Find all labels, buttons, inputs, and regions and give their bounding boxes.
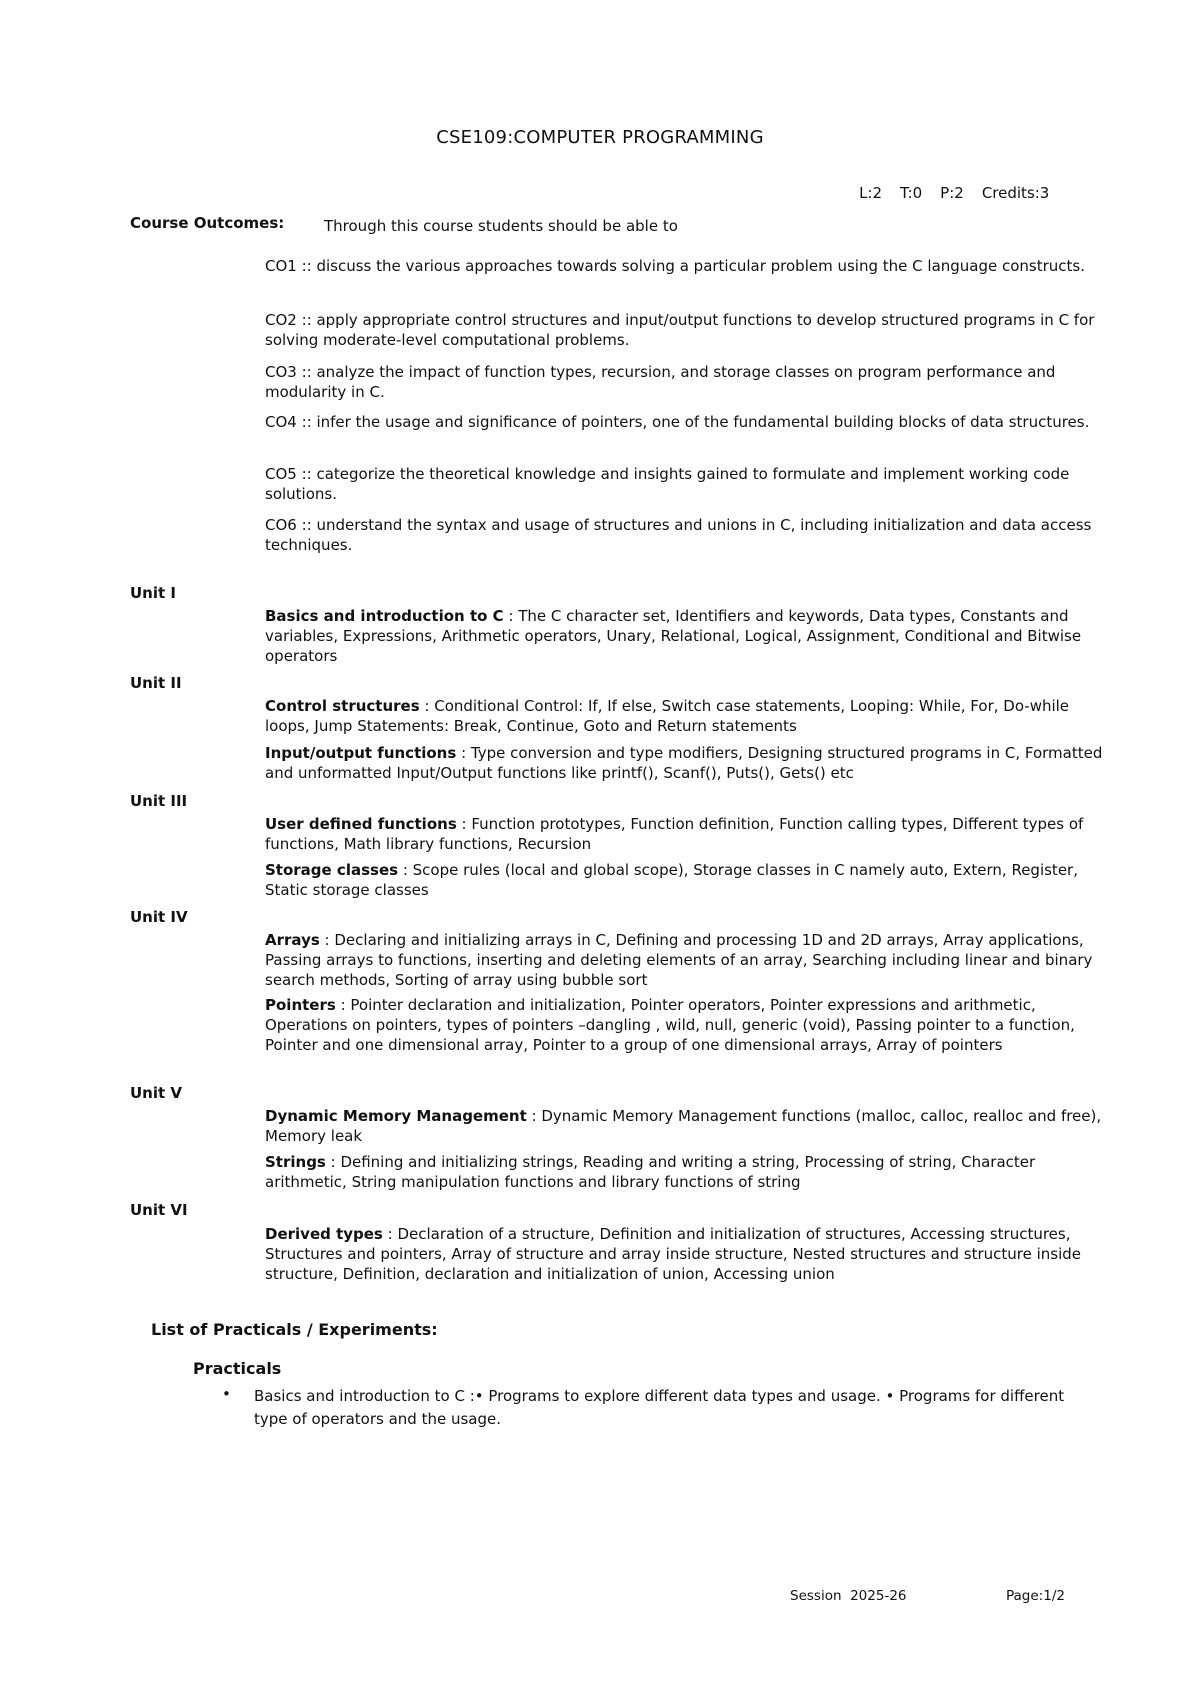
course-outcomes-heading: Course Outcomes: [130, 214, 285, 232]
bullet-icon: • [222, 1385, 231, 1403]
unit-topic [265, 860, 1115, 900]
course-outcome-6: CO6 :: understand the syntax and usage of structures and unions in C, including initialization and data access techniques. [265, 516, 1092, 554]
topic-text: : Scope rules (local and global scope), Storage classes in C namely auto, Extern, Register, Static storage classes [265, 861, 1078, 899]
footer-session: Session 2025-26 [790, 1588, 907, 1604]
topic-title: User defined functions [265, 815, 457, 833]
topic-title: Dynamic Memory Management [265, 1107, 527, 1125]
unit-topic [265, 1224, 1115, 1284]
topic-text: : Dynamic Memory Management functions (malloc, calloc, realloc and free), Memory leak [265, 1107, 1102, 1145]
course-outcome-3: CO3 :: analyze the impact of function types, recursion, and storage classes on program performance and modularity in C. [265, 363, 1056, 401]
unit-topic [265, 814, 1115, 854]
unit-label: Unit III [130, 792, 188, 810]
unit-topic [265, 930, 1115, 990]
topic-title: Control structures [265, 697, 420, 715]
unit-label: Unit IV [130, 908, 188, 926]
practicals-subheading: Practicals [193, 1359, 282, 1378]
course-outcome-4: CO4 :: infer the usage and significance of pointers, one of the fundamental building blocks of data structures. [265, 413, 1090, 431]
topic-title: Pointers [265, 996, 336, 1014]
topic-title: Arrays [265, 931, 320, 949]
footer-page-number: Page:1/2 [1006, 1588, 1065, 1604]
topic-text: : Pointer declaration and initialization, Pointer operators, Pointer expressions and arithmetic, Operations on pointers, types of pointers –dangling , wild, null, generic (void), Passing pointer to a function, Pointer and one dimensional array, Pointer to a group of one dimensional arrays, Array of pointers [265, 996, 1075, 1054]
course-outcome-2: CO2 :: apply appropriate control structures and input/output functions to develop structured programs in C for solving moderate-level computational problems. [265, 311, 1095, 349]
practical-hours: P:2 [940, 184, 964, 202]
topic-title: Input/output functions [265, 744, 457, 762]
unit-label: Unit V [130, 1084, 183, 1102]
topic-text: : The C character set, Identifiers and keywords, Data types, Constants and variables, Expressions, Arithmetic operators, Unary, Relational, Logical, Assignment, Conditional and Bitwise operators [265, 607, 1082, 665]
unit-label: Unit II [130, 674, 182, 692]
unit-label: Unit VI [130, 1201, 188, 1219]
lecture-hours: L:2 [859, 184, 883, 202]
unit-topic [265, 1106, 1115, 1146]
course-outcome-5: CO5 :: categorize the theoretical knowledge and insights gained to formulate and implement working code solutions. [265, 465, 1070, 503]
topic-title: Basics and introduction to C [265, 607, 504, 625]
topic-text: : Defining and initializing strings, Reading and writing a string, Processing of string, Character arithmetic, String manipulation functions and library functions of string [265, 1153, 1036, 1191]
course-outcome-1: CO1 :: discuss the various approaches towards solving a particular problem using the C language constructs. [265, 257, 1086, 275]
topic-title: Storage classes [265, 861, 399, 879]
unit-topic [265, 1152, 1115, 1192]
unit-label: Unit I [130, 584, 176, 602]
unit-topic [265, 696, 1115, 736]
topic-title: Derived types [265, 1225, 383, 1243]
topic-text: : Declaration of a structure, Definition and initialization of structures, Accessing structures, Structures and pointers, Array of structure and array inside structure, Nested structures and structure inside structure, Definition, declaration and initialization of union, Accessing union [265, 1225, 1082, 1283]
course-outcomes-intro: Through this course students should be able to [324, 217, 678, 235]
unit-topic [265, 606, 1115, 666]
tutorial-hours: T:0 [900, 184, 923, 202]
practicals-heading: List of Practicals / Experiments: [151, 1320, 438, 1339]
credit-structure [840, 166, 1067, 220]
unit-topic [265, 743, 1115, 783]
practical-item: Basics and introduction to C :• Programs to explore different data types and usage. • Programs for different type of operators and the usage. [254, 1387, 1065, 1428]
topic-text: : Conditional Control: If, If else, Switch case statements, Looping: While, For, Do-while loops, Jump Statements: Break, Continue, Goto and Return statements [265, 697, 1070, 735]
topic-text: : Type conversion and type modifiers, Designing structured programs in C, Formatted and unformatted Input/Output functions like printf(), Scanf(), Puts(), Gets() etc [265, 744, 1103, 782]
credits: Credits:3 [981, 184, 1050, 202]
topic-text: : Function prototypes, Function definition, Function calling types, Different types of functions, Math library functions, Recursion [265, 815, 1084, 853]
unit-topic [265, 995, 1115, 1055]
topic-title: Strings [265, 1153, 326, 1171]
page-title: CSE109:COMPUTER PROGRAMMING [436, 127, 764, 148]
topic-text: : Declaring and initializing arrays in C, Defining and processing 1D and 2D arrays, Array applications, Passing arrays to functions, inserting and deleting elements of an array, Searching including linear and binary search methods, Sorting of array using bubble sort [265, 931, 1093, 989]
